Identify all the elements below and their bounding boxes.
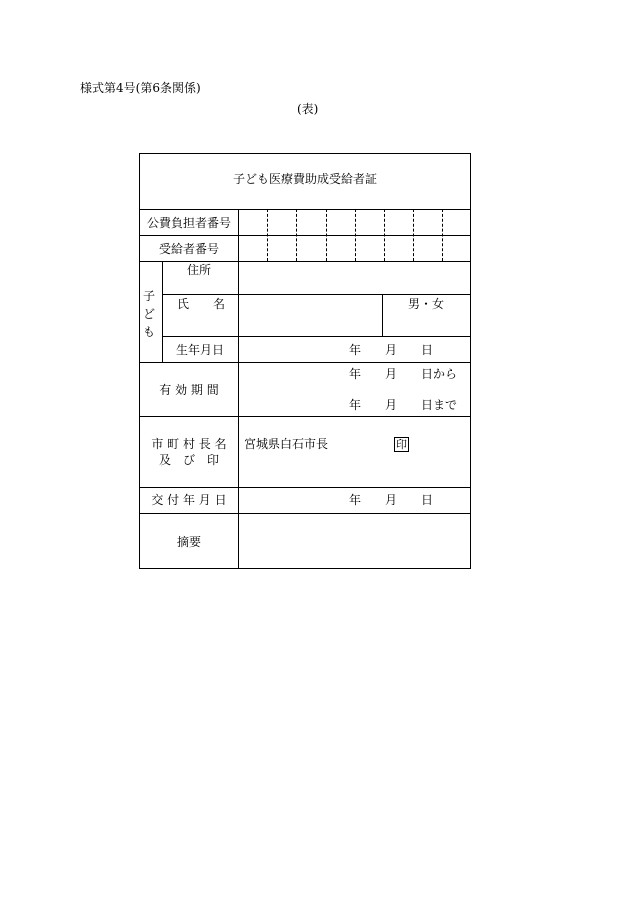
digit-divider (326, 209, 327, 261)
seal-mark: 印 (396, 438, 407, 451)
recipient-number-label: 受給者番号 (158, 242, 219, 256)
birthdate-month: 月 (385, 343, 398, 357)
address-label: 住所 (187, 263, 212, 277)
birthdate-year: 年 (349, 343, 362, 357)
row-rule (140, 362, 470, 363)
row-rule (162, 336, 470, 337)
mayor-label-first: 市 町 村 長 名 (151, 437, 227, 451)
mayor-name: 宮城県白石市長 (244, 437, 329, 451)
row-rule (140, 513, 470, 514)
digit-divider (442, 209, 443, 261)
digit-divider (296, 209, 297, 261)
row-rule (140, 209, 470, 210)
birthdate-label: 生年月日 (176, 343, 225, 357)
validity-until-day: 日まで (421, 398, 458, 412)
row-rule (140, 487, 470, 488)
validity-from-year: 年 (349, 367, 362, 381)
child-label-char: 子 (143, 289, 156, 303)
issue-date-label: 交 付 年 月 日 (151, 493, 227, 507)
column-rule (382, 294, 383, 336)
validity-until-year: 年 (349, 398, 362, 412)
issue-date-month: 月 (385, 493, 398, 507)
row-rule (140, 235, 470, 236)
child-label-char: も (143, 325, 156, 339)
name-label-second: 名 (213, 297, 226, 311)
burden-number-label: 公費負担者番号 (146, 216, 231, 230)
name-label-first: 氏 (177, 297, 190, 311)
row-rule (162, 294, 470, 295)
issue-date-year: 年 (349, 493, 362, 507)
issue-date-day: 日 (421, 493, 434, 507)
certificate-title: 子ども医療費助成受給者証 (232, 172, 377, 186)
digit-divider (267, 209, 268, 261)
certificate-form (139, 153, 471, 569)
mayor-label-second: 及 び 印 (158, 453, 219, 467)
birthdate-day: 日 (421, 343, 434, 357)
side-label: (表) (297, 102, 319, 116)
column-rule (162, 261, 163, 362)
digit-divider (355, 209, 356, 261)
remarks-label: 摘要 (176, 535, 201, 549)
form-number: 様式第4号(第6条関係) (80, 81, 201, 95)
sex-field: 男・女 (408, 297, 445, 311)
digit-divider (384, 209, 385, 261)
validity-from-month: 月 (385, 367, 398, 381)
row-rule (140, 416, 470, 417)
column-rule (238, 209, 239, 568)
validity-from-day: 日から (421, 367, 458, 381)
child-label-char: ど (143, 307, 156, 321)
validity-until-month: 月 (385, 398, 398, 412)
row-rule (140, 261, 470, 262)
validity-label: 有 効 期 間 (159, 383, 219, 397)
digit-divider (413, 209, 414, 261)
